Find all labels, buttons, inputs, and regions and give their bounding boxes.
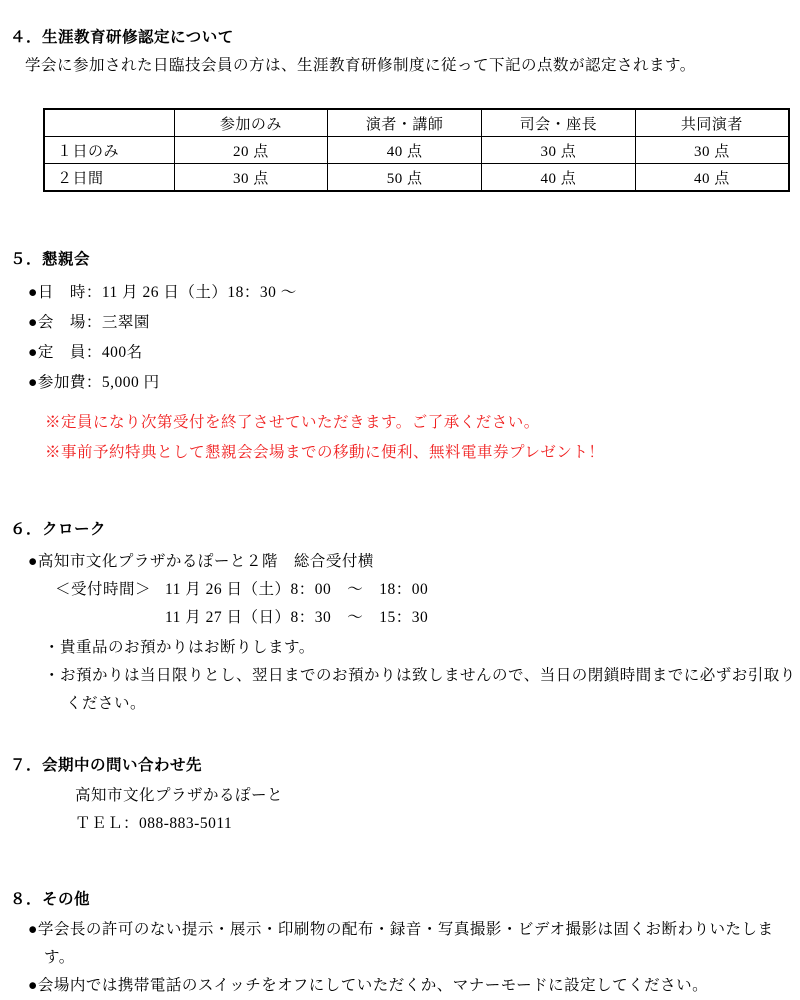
credit-points-table (43, 108, 790, 192)
table-cell: 20 点 (174, 137, 328, 164)
cloakroom-location-line: ●高知市文化プラザかるぽーと２階 総合受付横 (28, 553, 374, 570)
section-contact (0, 756, 800, 838)
hours-day2-value: 11 月 27 日（日）8：30 ～ 15：30 (165, 609, 429, 626)
table-cell: 30 点 (635, 137, 789, 164)
section-others (0, 890, 800, 1000)
section4-intro-text: 学会に参加された日臨技会員の方は、生涯教育研修制度に従って下記の点数が認定されます。 (25, 57, 696, 74)
table-cell: 40 点 (635, 164, 789, 192)
contact-tel-line: ＴＥＬ：088-883-5011 (75, 815, 233, 832)
section-lifelong-education (0, 28, 800, 192)
table-header-speaker: 演者・講師 (328, 109, 482, 137)
section5-heading: ５．懇親会 (10, 251, 91, 268)
hours-day1-value: 11 月 26 日（土）8：00 ～ 18：00 (165, 581, 429, 598)
reception-hours-label: ＜受付時間＞ (55, 581, 152, 598)
table-cell: 40 点 (328, 137, 482, 164)
table-row-one-day (44, 137, 789, 164)
contact-venue-line: 高知市文化プラザかるぽーと (75, 787, 284, 804)
section-social-gathering (0, 250, 800, 468)
table-cell: 40 点 (482, 164, 636, 192)
social-fee-line: ●参加費：5,000 円 (28, 374, 160, 391)
cloakroom-hours-day1 (0, 576, 800, 604)
social-gathering-details (28, 278, 800, 398)
section7-heading: ７．会期中の問い合わせ先 (10, 757, 203, 774)
table-header-chair: 司会・座長 (482, 109, 636, 137)
mobile-phone-note: ●会場内では携帯電話のスイッチをオフにしていただくか、マナーモードに設定してください。 (28, 977, 709, 994)
section4-heading: ４．生涯教育研修認定について (10, 29, 234, 46)
cloakroom-notes (0, 634, 800, 718)
social-venue-line: ●会 場：三翠園 (28, 314, 150, 331)
table-cell: 50 点 (328, 164, 482, 192)
row-label-two-days: ２日間 (44, 164, 174, 192)
table-header-row (44, 109, 789, 137)
warning-capacity-note: ※定員になり次第受付を終了させていただきます。ご了承ください。 (45, 414, 540, 431)
table-header-empty (44, 109, 174, 137)
no-recording-note: ●学会長の許可のない提示・展示・印刷物の配布・録音・写真撮影・ビデオ撮影は固くお断わりいたします。 (28, 921, 774, 966)
row-label-one-day: １日のみ (44, 137, 174, 164)
section-cloakroom (0, 520, 800, 718)
section8-heading: ８．その他 (10, 891, 91, 908)
social-warning-notes (45, 408, 800, 468)
cloakroom-hours-day2 (0, 604, 800, 632)
table-header-copresenter: 共同演者 (635, 109, 789, 137)
cloakroom-valuables-note: ・貴重品のお預かりはお断りします。 (44, 639, 315, 656)
table-cell: 30 点 (174, 164, 328, 192)
other-notes (0, 916, 800, 1000)
table-cell: 30 点 (482, 137, 636, 164)
table-row-two-days (44, 164, 789, 192)
table-header-participation: 参加のみ (174, 109, 328, 137)
social-date-line: ●日 時：11 月 26 日（土）18：30 ～ (28, 284, 297, 301)
contact-details (75, 782, 800, 838)
warning-tram-ticket-note: ※事前予約特典として懇親会会場までの移動に便利、無料電車券プレゼント！ (45, 444, 605, 461)
cloakroom-same-day-note: ・お預かりは当日限りとし、翌日までのお預かりは致しませんので、当日の閉鎖時間までに必ずお引取りください。 (44, 667, 796, 712)
social-capacity-line: ●定 員：400名 (28, 344, 143, 361)
section6-heading: ６．クローク (10, 521, 107, 538)
